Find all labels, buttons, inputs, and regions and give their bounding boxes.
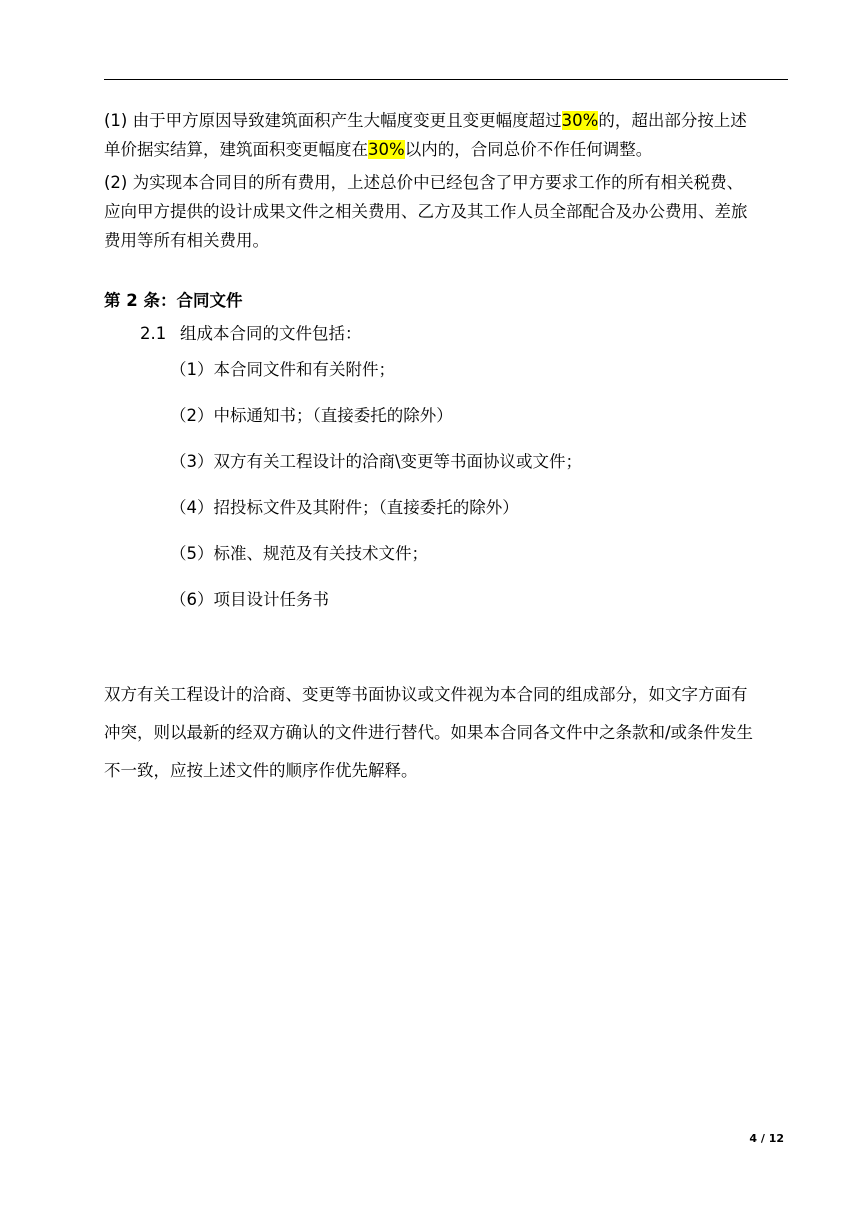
list-item: （1）本合同文件和有关附件； <box>170 360 395 379</box>
closing-line-3: 不一致，应按上述文件的顺序作优先解释。 <box>104 761 418 780</box>
paragraph-2-line-1: (2) 为实现本合同目的所有费用，上述总价中已经包含了甲方要求工作的所有相关税费、 <box>104 173 744 192</box>
paragraph-2-line-3: 费用等所有相关费用。 <box>104 231 269 250</box>
list-item: （5）标准、规范及有关技术文件； <box>170 544 428 563</box>
section-heading: 第 2 条：合同文件 <box>104 291 243 310</box>
clause-text: 组成本合同的文件包括： <box>180 324 362 343</box>
closing-line-2: 冲突，则以最新的经双方确认的文件进行替代。如果本合同各文件中之条款和/或条件发生 <box>104 723 754 742</box>
highlight-30-percent-2: 30% <box>368 140 405 159</box>
paragraph-2 <box>104 168 794 255</box>
paragraph-1-line-2: 单价据实结算，建筑面积变更幅度在30%以内的，合同总价不作任何调整。 <box>104 140 653 159</box>
list-item: （2）中标通知书；（直接委托的除外） <box>170 406 453 425</box>
closing-line-1: 双方有关工程设计的洽商、变更等书面协议或文件视为本合同的组成部分，如文字方面有 <box>104 685 748 704</box>
list-item: （6）项目设计任务书 <box>170 590 329 609</box>
clause-number: 2.1 <box>140 324 167 343</box>
page-number: 4 / 12 <box>749 1132 784 1145</box>
paragraph-1-line-1: (1) 由于甲方原因导致建筑面积产生大幅度变更且变更幅度超过30%的，超出部分按上述 <box>104 111 747 130</box>
list-item: （3）双方有关工程设计的洽商\变更等书面协议或文件； <box>170 452 583 471</box>
closing-paragraph <box>104 676 794 790</box>
paragraph-2-line-2: 应向甲方提供的设计成果文件之相关费用、乙方及其工作人员全部配合及办公费用、差旅 <box>104 202 748 221</box>
list-item: （4）招投标文件及其附件；（直接委托的除外） <box>170 498 519 517</box>
clause-2-1 <box>140 323 362 345</box>
header-rule <box>104 79 788 80</box>
highlight-30-percent: 30% <box>561 111 599 130</box>
paragraph-1 <box>104 106 794 164</box>
